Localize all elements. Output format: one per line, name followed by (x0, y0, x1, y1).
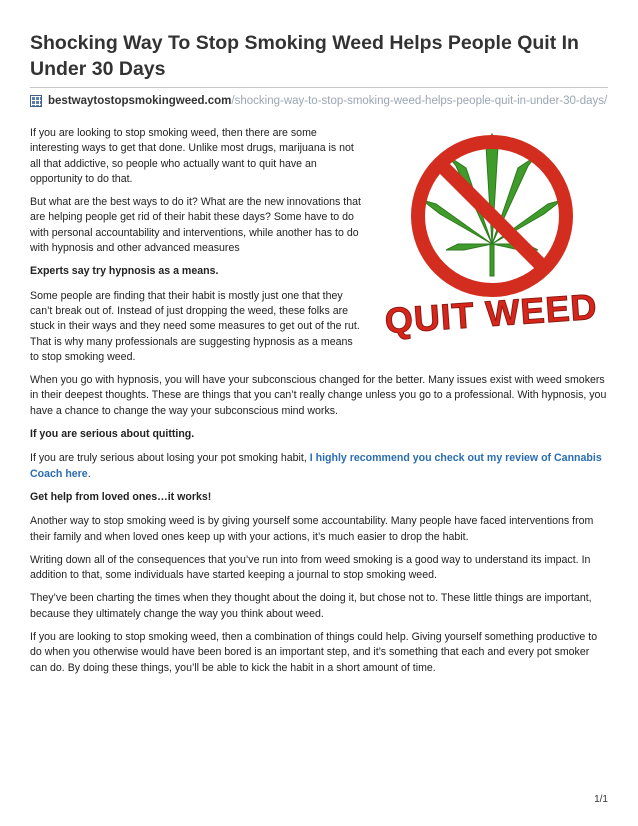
quit-weed-image (374, 126, 610, 346)
title-divider (30, 87, 608, 88)
paragraph: If you are looking to stop smoking weed, then there are some interesting ways to get that done. Unlike most drugs, marijuana is not all that addictive, so people who actually want to quit have an opportunity to do that. (30, 127, 354, 185)
source-path-link[interactable]: /shocking-way-to-stop-smoking-weed-helps-people-quit-in-under-30-days/ (231, 95, 608, 107)
paragraph: They’ve been charting the times when they thought about the doing it, but chose not to. These little things are important, because they ultimately change the way you think about weed. (30, 592, 592, 620)
site-favicon-icon (30, 95, 42, 107)
article-title: Shocking Way To Stop Smoking Weed Helps People Quit In Under 30 Days (30, 32, 579, 80)
source-line (30, 93, 607, 109)
paragraph: If you are looking to stop smoking weed, then a combination of things could help. Giving yourself something productive to do when you otherwise would have been bored is an important step, and it’s something that each and every pot smoker can do. By doing these things, you’ll be able to kick the habit in a short amount of time. (30, 631, 598, 674)
paragraph-text: . (87, 467, 91, 480)
paragraph: Some people are finding that their habit is mostly just one that they can’t break out of. Instead of just dropping the weed, these folks are stuck in their ways and they need some measures to get out of the rut. That is why many professionals are suggesting hypnosis as a means to stop smoking weed. (30, 289, 360, 363)
quit-weed-caption: QUIT WEED (383, 285, 599, 342)
section-heading: Get help from loved ones…it works! (30, 490, 212, 503)
page-number: 1/1 (594, 794, 608, 805)
section-heading: Experts say try hypnosis as a means. (30, 265, 219, 278)
paragraph (30, 451, 608, 482)
section-heading: If you are serious about quitting. (30, 428, 195, 441)
paragraph: But what are the best ways to do it? What are the new innovations that are helping people get rid of their habit these days? Some have to do with personal accountability and interventions, while another has to do with hypnosis and other advanced measures (30, 196, 361, 255)
source-domain-link[interactable]: bestwaytostopsmokingweed.com (48, 95, 232, 107)
quit-weed-graphic (374, 126, 610, 346)
cannabis-coach-review-link[interactable]: I highly recommend you check out my review of Cannabis Coach here (30, 452, 602, 480)
paragraph-text: If you are truly serious about losing your pot smoking habit, (30, 452, 310, 465)
paragraph: Writing down all of the consequences that you’ve run into from weed smoking is a good way to understand its impact. In addition to that, some individuals have started keeping a journal to stop smoking weed. (30, 553, 591, 582)
article-body (30, 126, 608, 684)
paragraph: When you go with hypnosis, you will have your subconscious changed for the better. Many issues exist with weed smokers in their deepest thoughts. These are things that you can’t really change unless you go to a professional. With hypnosis, you have a chance to change the way your subconscious mind works. (30, 374, 607, 417)
paragraph: Another way to stop smoking weed is by giving yourself some accountability. Many people have faced interventions from their family and when loved ones keep up with your actions, it’s much easier to drop the habit. (30, 515, 594, 543)
